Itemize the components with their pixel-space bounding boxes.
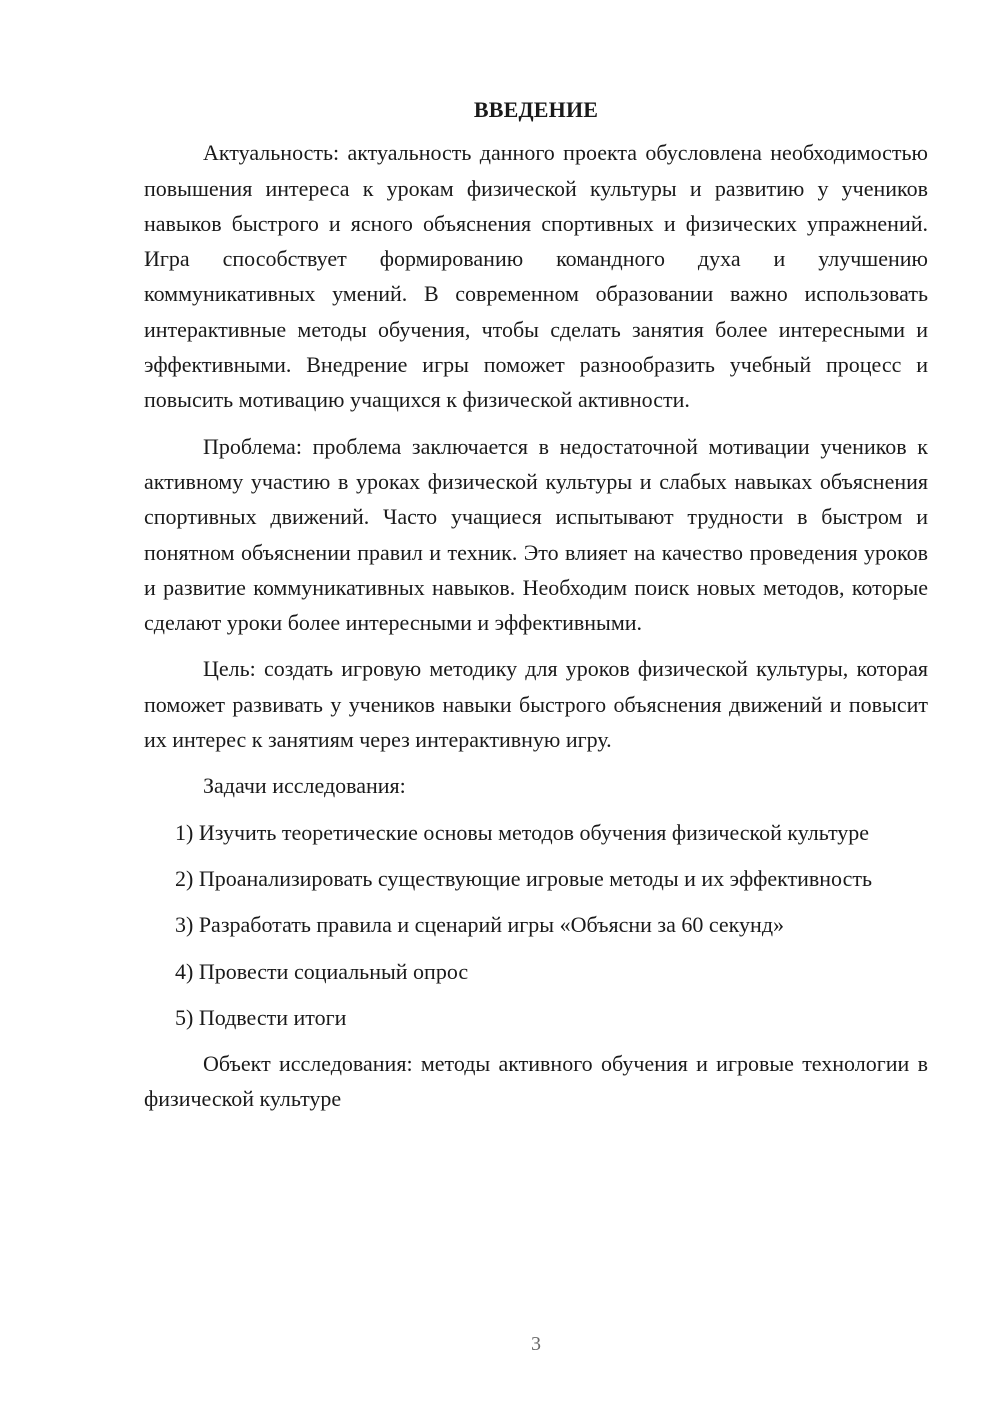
tasks-heading: Задачи исследования: xyxy=(203,773,406,799)
task-item: 3) Разработать правила и сценарий игры «Объясни за 60 секунд» xyxy=(175,912,785,938)
paragraph-problem: Проблема: проблема заключается в недостаточной мотивации учеников к активному участию в уроках физической культуры и слабых навыках объяснения спортивных движений. Часто учащиеся испытывают трудности в быстром и понятном объяснении правил и техник. Это влияет на качество проведения уроков и развитие коммуникативных навыков. Необходим поиск новых методов, которые сделают уроки более интересными и эффективными. xyxy=(144,433,928,636)
paragraph-goal: Цель: создать игровую методику для уроков физической культуры, которая поможет развивать у учеников навыки быстрого объяснения движений и повысит их интерес к занятиям через интерактивную игру. xyxy=(144,656,928,753)
tasks-list xyxy=(144,815,928,1035)
section-title: ВВЕДЕНИЕ xyxy=(473,97,599,122)
task-item: 4) Провести социальный опрос xyxy=(175,958,469,984)
page-content xyxy=(144,92,928,1128)
task-item: 1) Изучить теоретические основы методов обучения физической культуре xyxy=(175,819,870,845)
paragraph-object: Объект исследования: методы активного обучения и игровые технологии в физической культуре xyxy=(144,1051,928,1112)
task-item: 5) Подвести итоги xyxy=(175,1004,347,1030)
page-number: 3 xyxy=(531,1333,541,1355)
task-item: 2) Проанализировать существующие игровые методы и их эффективность xyxy=(175,865,873,891)
paragraph-relevance: Актуальность: актуальность данного проекта обусловлена необходимостью повышения интереса к урокам физической культуры и развитию у учеников навыков быстрого и ясного объяснения спортивных и физических упражнений. Игра способствует формированию командного духа и улучшению коммуникативных умений. В современном образовании важно использовать интерактивные методы обучения, чтобы сделать занятия более интересными и эффективными. Внедрение игры поможет разнообразить учебный процесс и повысить мотивацию учащихся к физической активности. xyxy=(144,140,928,413)
